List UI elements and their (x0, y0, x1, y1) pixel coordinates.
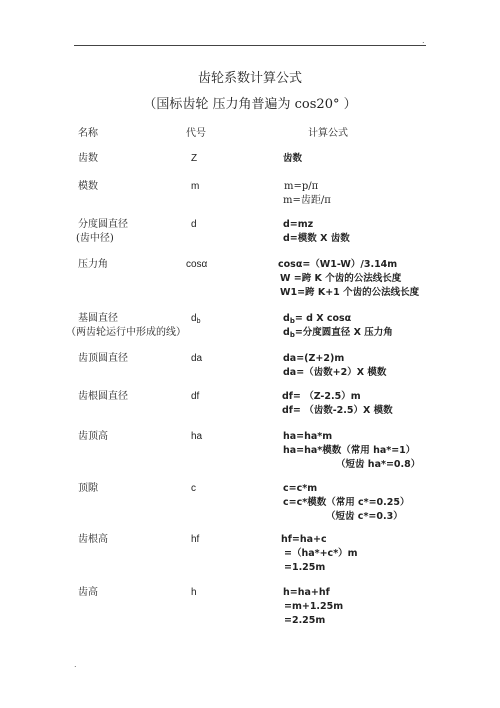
header-formula: 计算公式 (308, 128, 348, 139)
row-formula: h=ha+hf (283, 587, 330, 598)
row-formula: W1=跨 K+1 个齿的公法线长度 (280, 287, 420, 298)
row-name: 压力角 (78, 259, 108, 270)
row-formula: （短齿 c*=0.3） (326, 511, 403, 522)
row-formula: ha=ha*模数（常用 ha*=1） (283, 445, 416, 456)
corner-mark-top: . (422, 36, 425, 45)
row-formula: df= （Z-2.5）m (282, 391, 361, 402)
row-formula: c=c*模数（常用 c*=0.25） (283, 497, 410, 508)
row-code: ha (191, 431, 203, 442)
row-code: c (191, 483, 196, 494)
row-formula: m=p/π (284, 181, 319, 192)
row-formula: 齿数 (283, 153, 303, 164)
row-formula: d=模数 X 齿数 (283, 233, 350, 244)
row-formula: d=mz (283, 219, 314, 230)
row-formula: cosα=（W1-W）/3.14m (278, 259, 398, 270)
row-formula: df= （齿数-2.5）X 模数 (282, 405, 393, 416)
row-code: $d_b$ (191, 313, 201, 325)
row-formula: $d_b=$分度圆直径 X 压力角 (283, 327, 393, 339)
row-code: d (191, 219, 197, 230)
row-formula: c=c*m (283, 483, 318, 494)
row-formula: da=（齿数+2）X 模数 (283, 367, 387, 378)
row-code: h (191, 587, 197, 598)
row-formula: =1.25m (284, 562, 326, 573)
row-formula: da=(Z+2)m (283, 353, 345, 364)
row-code: da (191, 353, 203, 364)
row-formula: $d_b= d$ X cosα (283, 313, 352, 325)
row-formula: =2.25m (284, 615, 326, 626)
row-name: 齿顶高 (78, 431, 108, 442)
row-code: Z (191, 153, 198, 164)
page-title: 齿轮系数计算公式 (197, 71, 302, 86)
row-formula: m=齿距/π (283, 195, 331, 206)
header-code: 代号 (186, 128, 206, 139)
corner-mark-bottom: . (74, 660, 77, 669)
row-formula: W =跨 K 个齿的公法线长度 (280, 273, 402, 284)
row-formula: （短齿 ha*=0.8） (336, 459, 421, 470)
row-formula: =（ha*+c*）m (284, 548, 358, 559)
row-name: 顶隙 (78, 483, 98, 494)
row-name: 模数 (78, 181, 98, 192)
row-name: 齿顶圆直径 (78, 353, 128, 364)
row-name: (齿中径) (76, 233, 114, 244)
row-name: （两齿轮运行中形成的线） (66, 327, 186, 338)
row-code: cosα (186, 259, 208, 270)
top-rule (74, 45, 426, 46)
row-name: 分度圆直径 (78, 219, 128, 230)
row-code: df (191, 391, 200, 402)
row-name: 基圆直径 (78, 313, 118, 324)
row-name: 齿数 (78, 153, 98, 164)
row-name: 齿根高 (78, 534, 108, 545)
page-subtitle: （国标齿轮 压力角普遍为 cos20° ） (143, 97, 357, 112)
row-formula: =m+1.25m (284, 601, 344, 612)
row-code: m (191, 181, 200, 192)
row-formula: hf=ha+c (281, 534, 327, 545)
header-name: 名称 (78, 128, 98, 139)
row-formula: ha=ha*m (283, 431, 333, 442)
row-name: 齿高 (78, 587, 98, 598)
row-name: 齿根圆直径 (78, 391, 128, 402)
row-code: hf (191, 534, 200, 545)
